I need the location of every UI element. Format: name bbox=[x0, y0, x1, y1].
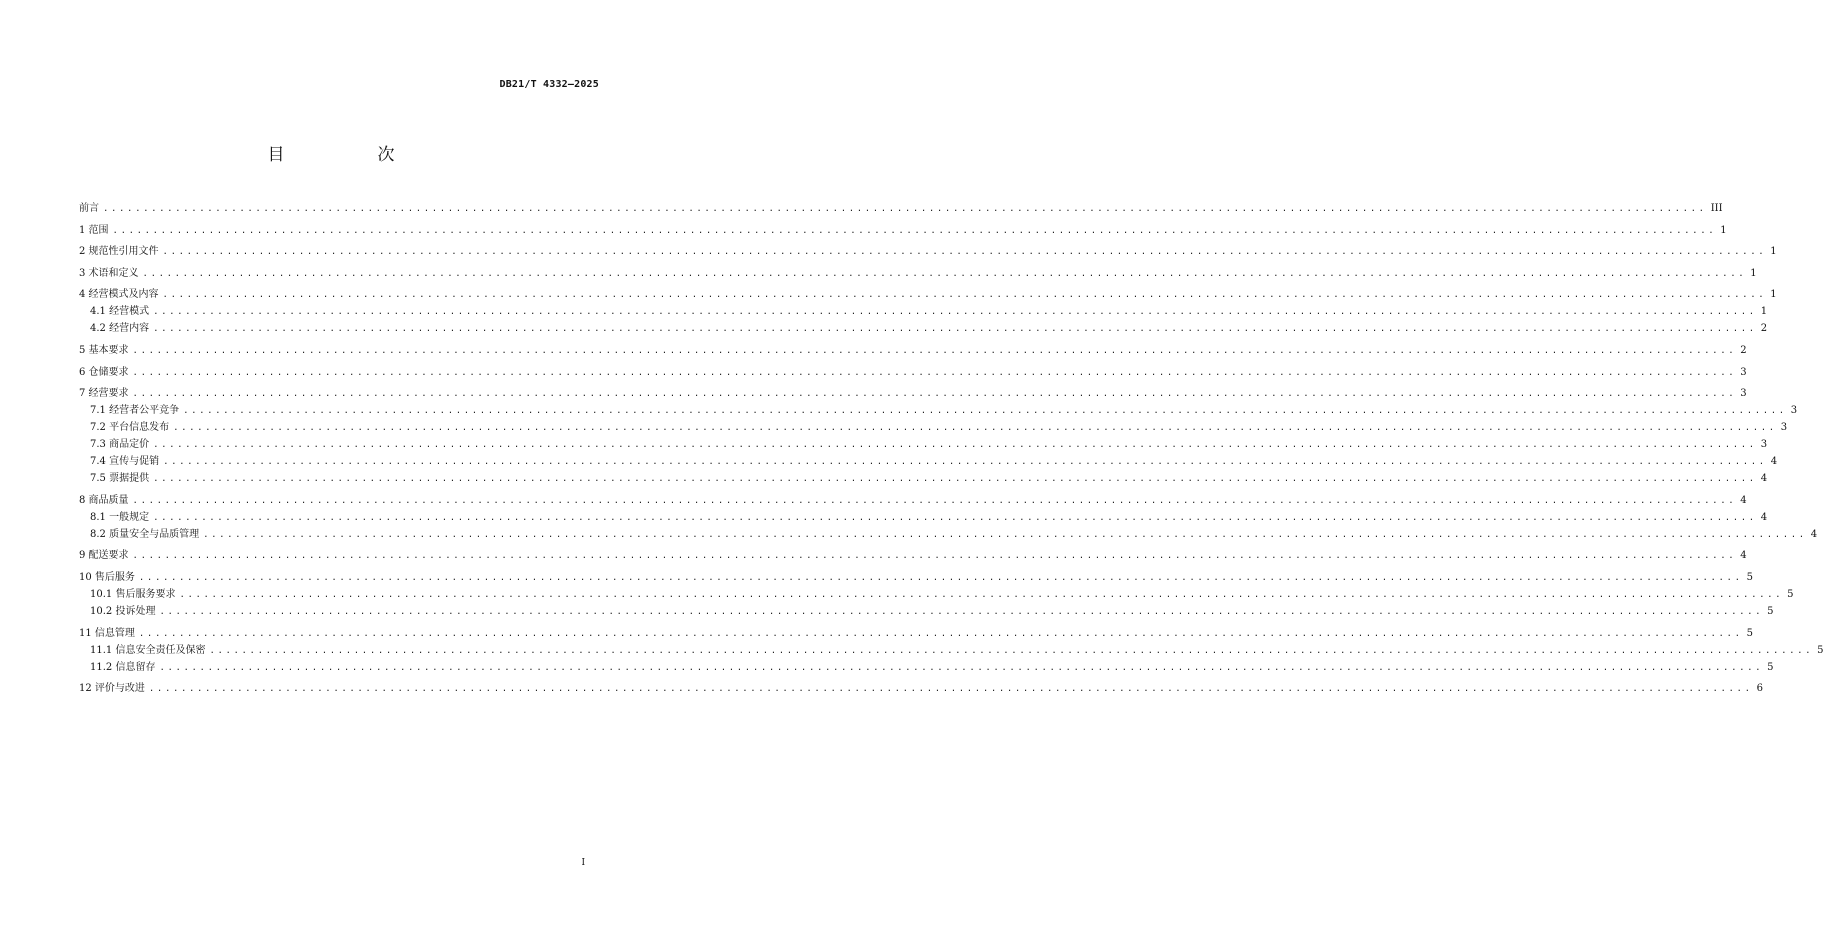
toc-entry[interactable] bbox=[79, 625, 1753, 642]
toc-entry[interactable] bbox=[79, 243, 1777, 260]
table-of-contents bbox=[79, 200, 1824, 697]
toc-entry[interactable] bbox=[79, 526, 1818, 543]
toc-entry-page: 3 bbox=[1740, 388, 1747, 400]
toc-entry-page: 6 bbox=[1756, 683, 1763, 695]
toc-entry-page: 1 bbox=[1750, 267, 1757, 279]
toc-entry-label: 4 经营模式及内容 bbox=[79, 289, 159, 301]
toc-entry-page: 4 bbox=[1770, 456, 1778, 468]
toc-leader-dots: ........................................................................................................................................................................................................ bbox=[103, 204, 1707, 214]
toc-leader-dots: ........................................................................................................................................................................................................ bbox=[112, 225, 1717, 236]
toc-entry-label: 7.2 平台信息发布 bbox=[90, 422, 170, 434]
toc-entry-page: 5 bbox=[1767, 661, 1774, 673]
toc-leader-dots: ........................................................................................................................................................................................................ bbox=[138, 628, 1743, 639]
toc-entry-page: 5 bbox=[1787, 588, 1794, 600]
toc-leader-dots: ........................................................................................................................................................................................................ bbox=[153, 307, 1757, 318]
toc-leader-dots: ........................................................................................................................................................................................................ bbox=[132, 367, 1737, 378]
toc-entry-page: 5 bbox=[1767, 605, 1774, 617]
toc-entry-label: 8.1 一般规定 bbox=[90, 511, 150, 523]
toc-entry-page: III bbox=[1710, 203, 1723, 214]
toc-leader-dots: ........................................................................................................................................................................................................ bbox=[162, 247, 1767, 258]
toc-entry-label: 3 术语和定义 bbox=[79, 267, 139, 279]
toc-entry[interactable] bbox=[79, 364, 1747, 381]
toc-entry-label: 11.1 信息安全责任及保密 bbox=[90, 644, 206, 656]
toc-leader-dots: ........................................................................................................................................................................................................ bbox=[148, 684, 1753, 695]
toc-entry-label: 11 信息管理 bbox=[79, 627, 135, 639]
toc-entry-page: 3 bbox=[1790, 405, 1798, 417]
toc-entry-label: 1 范围 bbox=[79, 224, 109, 236]
page-number: I bbox=[581, 858, 585, 868]
toc-leader-dots: ........................................................................................................................................................................................................ bbox=[173, 423, 1777, 434]
toc-entry[interactable] bbox=[79, 320, 1768, 337]
toc-entry-page: 4 bbox=[1740, 494, 1747, 506]
toc-leader-dots: ........................................................................................................................................................................................................ bbox=[153, 324, 1757, 335]
toc-entry-page: 4 bbox=[1740, 550, 1747, 562]
toc-leader-dots: ........................................................................................................................................................................................................ bbox=[153, 440, 1757, 451]
toc-entry[interactable] bbox=[79, 470, 1768, 487]
toc-leader-dots: ........................................................................................................................................................................................................ bbox=[159, 606, 1764, 617]
toc-entry-label: 7.1 经营者公平竞争 bbox=[90, 405, 180, 417]
toc-entry-label: 9 配送要求 bbox=[79, 550, 129, 562]
toc-entry[interactable] bbox=[79, 436, 1768, 453]
toc-leader-dots: ........................................................................................................................................................................................................ bbox=[132, 389, 1737, 400]
toc-entry-label: 2 规范性引用文件 bbox=[79, 246, 159, 258]
toc-entry-page: 5 bbox=[1817, 644, 1824, 656]
toc-leader-dots: ........................................................................................................................................................................................................ bbox=[163, 457, 1767, 468]
toc-entry[interactable] bbox=[79, 659, 1774, 676]
toc-entry[interactable] bbox=[79, 222, 1727, 239]
toc-leader-dots: ........................................................................................................................................................................................................ bbox=[132, 551, 1737, 562]
toc-entry[interactable] bbox=[79, 603, 1774, 620]
toc-entry[interactable] bbox=[79, 569, 1753, 586]
toc-entry-page: 2 bbox=[1740, 344, 1747, 356]
toc-entry-label: 6 仓储要求 bbox=[79, 366, 129, 378]
toc-entry-page: 1 bbox=[1770, 246, 1777, 258]
toc-entry-label: 7.5 票据提供 bbox=[90, 473, 150, 485]
toc-entry[interactable] bbox=[79, 385, 1747, 402]
toc-entry[interactable] bbox=[79, 642, 1824, 659]
toc-leader-dots: ........................................................................................................................................................................................................ bbox=[162, 290, 1767, 301]
toc-entry-page: 3 bbox=[1780, 422, 1788, 434]
toc-entry[interactable] bbox=[79, 286, 1777, 303]
toc-entry[interactable] bbox=[79, 680, 1763, 697]
toc-entry-label: 10.2 投诉处理 bbox=[90, 605, 156, 617]
toc-entry-label: 8 商品质量 bbox=[79, 494, 129, 506]
toc-entry[interactable] bbox=[79, 265, 1757, 282]
toc-entry-page: 4 bbox=[1760, 511, 1768, 523]
toc-leader-dots: ........................................................................................................................................................................................................ bbox=[132, 345, 1737, 356]
toc-entry-label: 11.2 信息留存 bbox=[90, 661, 156, 673]
toc-leader-dots: ........................................................................................................................................................................................................ bbox=[142, 268, 1747, 279]
toc-entry-page: 1 bbox=[1720, 224, 1727, 236]
toc-entry-page: 4 bbox=[1810, 528, 1818, 540]
toc-entry-page: 3 bbox=[1760, 439, 1768, 451]
toc-entry[interactable] bbox=[79, 419, 1788, 436]
toc-entry[interactable] bbox=[79, 342, 1747, 359]
toc-entry-label: 8.2 质量安全与品质管理 bbox=[90, 528, 200, 540]
toc-entry[interactable] bbox=[79, 303, 1768, 320]
toc-entry-page: 3 bbox=[1740, 366, 1747, 378]
toc-entry-label: 7 经营要求 bbox=[79, 388, 129, 400]
toc-entry[interactable] bbox=[79, 586, 1794, 603]
toc-entry-label: 4.2 经营内容 bbox=[90, 323, 150, 335]
toc-entry[interactable] bbox=[79, 492, 1747, 509]
toc-leader-dots: ........................................................................................................................................................................................................ bbox=[179, 589, 1784, 600]
toc-entry[interactable] bbox=[79, 200, 1723, 217]
toc-leader-dots: ........................................................................................................................................................................................................ bbox=[159, 662, 1764, 673]
toc-entry-label: 7.3 商品定价 bbox=[90, 439, 150, 451]
document-code: DB21/T 4332—2025 bbox=[499, 79, 599, 90]
toc-entry-label: 12 评价与改进 bbox=[79, 683, 145, 695]
toc-entry[interactable] bbox=[79, 453, 1778, 470]
toc-entry-page: 5 bbox=[1746, 627, 1753, 639]
toc-entry[interactable] bbox=[79, 402, 1798, 419]
toc-entry-label: 5 基本要求 bbox=[79, 344, 129, 356]
toc-entry-page: 1 bbox=[1770, 289, 1777, 301]
toc-entry-page: 5 bbox=[1746, 571, 1753, 583]
toc-entry[interactable] bbox=[79, 547, 1747, 564]
toc-entry-label: 7.4 宣传与促销 bbox=[90, 456, 160, 468]
toc-leader-dots: ........................................................................................................................................................................................................ bbox=[203, 529, 1807, 540]
toc-entry-label: 10.1 售后服务要求 bbox=[90, 588, 176, 600]
toc-entry-page: 4 bbox=[1760, 473, 1768, 485]
toc-leader-dots: ........................................................................................................................................................................................................ bbox=[209, 645, 1814, 656]
toc-entry[interactable] bbox=[79, 509, 1768, 526]
toc-leader-dots: ........................................................................................................................................................................................................ bbox=[153, 512, 1757, 523]
toc-entry-label: 4.1 经营模式 bbox=[90, 306, 150, 318]
toc-entry-page: 1 bbox=[1760, 306, 1768, 318]
toc-leader-dots: ........................................................................................................................................................................................................ bbox=[183, 406, 1787, 417]
toc-entry-label: 10 售后服务 bbox=[79, 571, 135, 583]
toc-leader-dots: ........................................................................................................................................................................................................ bbox=[132, 495, 1737, 506]
toc-title: 目 次 bbox=[267, 145, 433, 165]
toc-leader-dots: ........................................................................................................................................................................................................ bbox=[138, 572, 1743, 583]
toc-leader-dots: ........................................................................................................................................................................................................ bbox=[153, 474, 1757, 485]
toc-entry-page: 2 bbox=[1760, 323, 1768, 335]
toc-entry-label: 前言 bbox=[79, 203, 99, 214]
